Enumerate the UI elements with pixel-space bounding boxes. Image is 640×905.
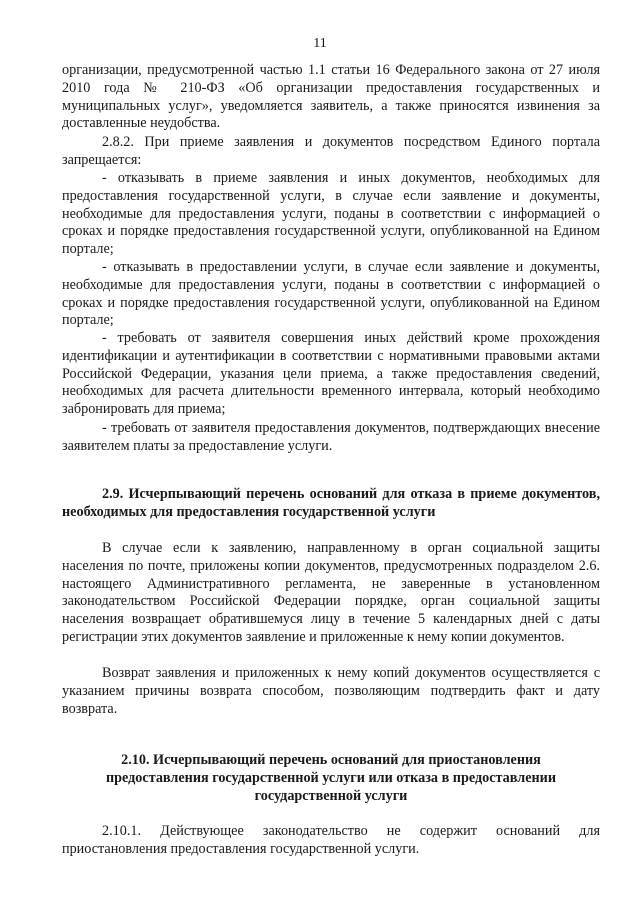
section-heading-2-9: 2.9. Исчерпывающий перечень оснований для отказа в приеме документов, необходимых для предоставления государственной услуги (62, 486, 600, 520)
paragraph-2-10-1: 2.10.1. Действующее законодательство не содержит оснований для приостановления предоставления государственной услуги. (62, 823, 600, 857)
paragraph-2-9-return: Возврат заявления и приложенных к нему копий документов осуществляется с указанием причины возврата способом, позволяющим подтвердить факт и дату возврата. (62, 665, 600, 717)
paragraph-2-9-main: В случае если к заявлению, направленному в орган социальной защиты населения по почте, приложены копии документов, предусмотренных подразделом 2.6. настоящего Административного регламента, не заверенные в установленном законодательством Российской Федерации порядке, орган социальной защиты населения возвращает обратившемуся лицу в течение 5 календарных дней с даты регистрации этих документов заявление и приложенные к нему копии документов. (62, 540, 600, 645)
list-item: - отказывать в предоставлении услуги, в случае если заявление и документы, необходимые для предоставления услуги, поданы в соответствии с информацией о сроках и порядке предоставления государственной услуги, опубликованной на Едином портале; (62, 259, 600, 329)
intro-paragraph: организации, предусмотренной частью 1.1 статьи 16 Федерального закона от 27 июля 2010 года № 210-ФЗ «Об организации предоставления государственных и муниципальных услуг», уведомляется заявитель, а также приносятся извинения за доставленные неудобства. (62, 62, 600, 132)
list-item: - отказывать в приеме заявления и иных документов, необходимых для предоставления государственной услуги, в случае если заявление и документы, необходимые для предоставления услуги, поданы в соответствии с информацией о сроках и порядке предоставления государственной услуги, опубликованной на Едином портале; (62, 170, 600, 258)
list-item: - требовать от заявителя совершения иных действий кроме прохождения идентификации и аутентификации в соответствии с нормативными правовыми актами Российской Федерации, указания цели приема, а также предоставления сведений, необходимых для расчета длительности временного интервала, который необходимо забронировать для приема; (62, 330, 600, 418)
section-heading-2-10: 2.10. Исчерпывающий перечень оснований для приостановления предоставления государственной услуги или отказа в предоставлении государственной услуги (105, 752, 557, 804)
list-item: - требовать от заявителя предоставления документов, подтверждающих внесение заявителем платы за предоставление услуги. (62, 420, 600, 454)
page-number: 11 (313, 36, 327, 51)
paragraph-2-8-2: 2.8.2. При приеме заявления и документов посредством Единого портала запрещается: (62, 134, 600, 168)
